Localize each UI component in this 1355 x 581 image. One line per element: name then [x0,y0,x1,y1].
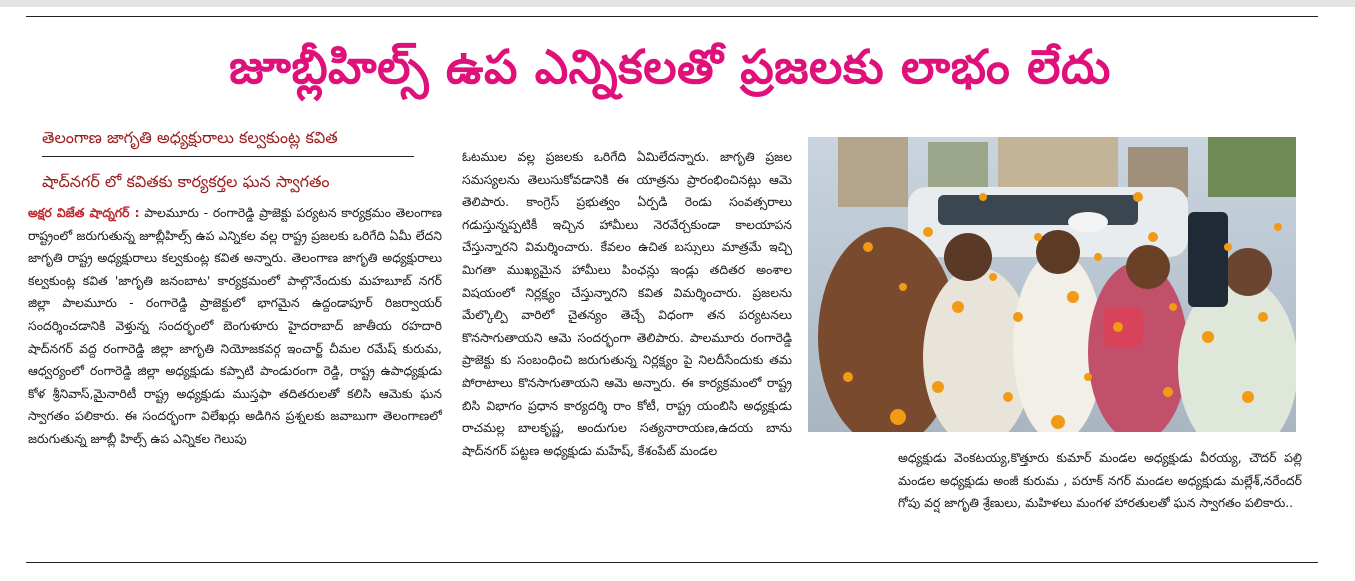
article-column-1 [28,202,442,547]
article-column-3 [898,447,1302,551]
column-2-text: ఓటముల వల్ల ప్రజలకు ఒరిగేది ఏమిలేదన్నారు. జాగృతి ప్రజల సమస్యలను తెలుసుకోవడానికి ఈ యాత్రను ప్రారంభించినట్లు ఆమె తెలిపారు. కాంగ్రెస్ ప్రభుత్వం ఏర్పడి రెండు సంవత్సరాలు గడుస్తున్నప్పటికీ ఇచ్చిన హామీలు నెరవేర్చకుండా కాలయాపన చేస్తున్నారని విమర్శించారు. కేవలం ఉచిత బస్సులు మాత్రమే ఇచ్చి మిగతా ముఖ్యమైన హామీలు పింఛన్లు ఇండ్లు తదితర అంశాల విషయంలో నిర్లక్ష్యం చేస్తున్నారని కవిత విమర్శించారు. ప్రజలను మేల్కొల్పి వారిలో చైతన్యం తెచ్చే విధంగా తన పర్యటనలు కొనసాగుతాయని ఆమె సందర్భంగా తెలిపారు. పాలమూరు రంగారెడ్డి ప్రాజెక్టు కు సంబంధించి జరుగుతున్న నిర్లక్ష్యం పై నిలదీసేందుకు తమ పోరాటాలు కొనసాగుతాయని ఆమె అన్నారు. ఈ కార్యక్రమంలో రాష్ట్ర బిసి విభాగం ప్రధాన కార్యదర్శి రాం కోటీ, రాష్ట్ర యంబిసి అధ్యక్షుడు రాచమల్ల బాలకృష్ణ, అందుగుల సత్యనారాయణ,ఉదయ బాను షాద్‌నగర్ పట్టణ అధ్యక్షుడు మహేష్, కేశంపేట్ మండల [462,149,792,458]
subhead-1: తెలంగాణ జాగృతి అధ్యక్షురాలు కల్వకుంట్ల కవిత [42,128,338,147]
top-rule [26,16,1318,17]
column-1-text: పాలమూరు - రంగారెడ్డి ప్రాజెక్టు పర్యటన కార్యక్రమం తెలంగాణ రాష్ట్రంలో జరుగుతున్న జూబ్లీహిల్స్ ఉప ఎన్నికల వల్ల రాష్ట్ర ప్రజలకు ఒరిగేది ఏమీ లేదని జాగృతి రాష్ట్ర అధ్యక్షురాలు కల్వకుంట్ల కవిత అన్నారు. తెలంగాణ జాగృతి అధ్యక్షురాలు కల్వకుంట్ల కవిత 'జాగృతి జనంబాట' కార్యక్రమంలో పాల్గొనేందుకు మహబూబ్ నగర్ జిల్లా పాలమూరు - రంగారెడ్డి ప్రాజెక్టులో భాగమైన ఉద్దండాపూర్ రిజర్వాయర్ సందర్శించడానికి వెళ్తున్న సందర్భంలో బెంగుళూరు హైదరాబాద్ జాతీయ రహదారి షాద్‌నగర్ వద్ద రంగారెడ్డి జిల్లా జాగృతి నియోజకవర్గ ఇంచార్జ్ చీమల రమేష్ కురుమ, ఆధ్వర్యంలో రంగారెడ్డి జిల్లా అధ్యక్షుడు కప్పాటి పాండురంగా రెడ్డి, రాష్ట్ర ఉపాధ్యక్షుడు కోళ శ్రీనివాస్,మైనారిటీ రాష్ట్ర అధ్యక్షుడు ముస్తఫా తదితరులతో కలిసి ఆమెకు ఘన స్వాగతం పలికారు. ఈ సందర్భంగా విలేఖర్లు అడిగిన ప్రశ్నలకు జవాబుగా తెలంగాణలో జరుగుతున్న జూబ్లీ హిల్స్ ఉప ఎన్నికల గెలుపు [28,205,442,446]
dateline: అక్షర విజేత షాద్నగర్ : [28,205,140,220]
bottom-rule [26,562,1318,563]
subhead-2: షాద్‌నగర్ లో కవితకు కార్యకర్తల ఘన స్వాగతం [42,172,330,191]
column-3-text: అధ్యక్షుడు వెంకటయ్య,కొత్తూరు కుమార్ మండల అధ్యక్షుడు వీరయ్య, చౌదర్ పల్లి మండల అధ్యక్షుడు అంజీ కురుమ , పరూక్ నగర్ మండల అధ్యక్షుడు మల్లేశ్,నరేందర్ గోపు వర్ష జాగృతి శ్రేణులు, మహిళలు మంగళ హారతులతో ఘన స్వాగతం పలికారు.. [898,450,1302,511]
news-photo [808,137,1296,432]
crowd-photo-illustration [808,137,1296,432]
headline: జూబ్లీహిల్స్ ఉప ఎన్నికలతో ప్రజలకు లాభం లేదు [229,40,1111,95]
article-column-2 [462,146,792,550]
top-bar [0,0,1355,7]
subhead-divider [42,156,414,157]
